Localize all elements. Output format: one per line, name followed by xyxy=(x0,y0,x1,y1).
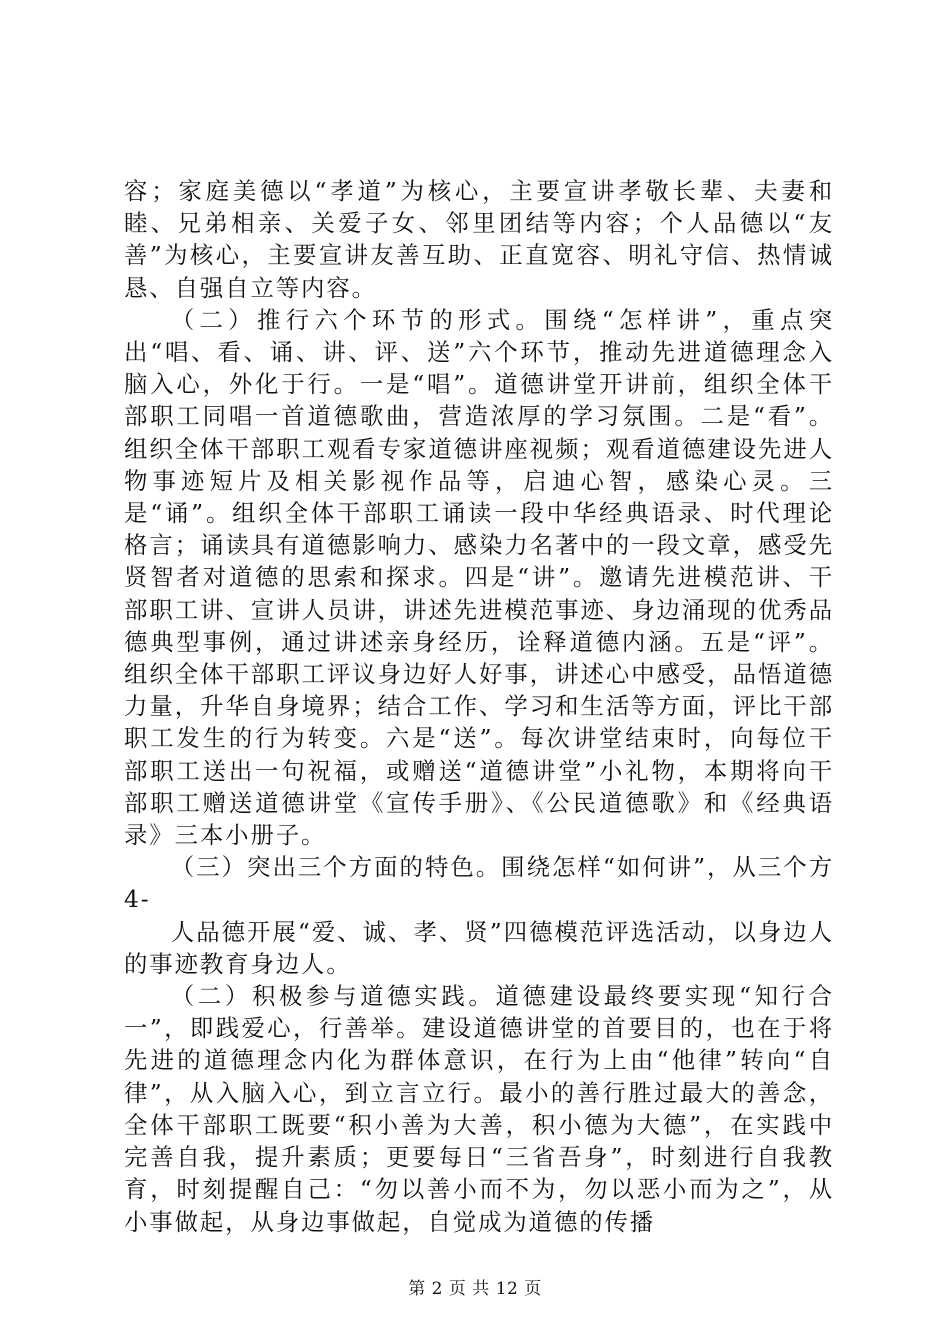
paragraph-three-features: （三）突出三个方面的特色。围绕怎样“如何讲”，从三个方 4- xyxy=(124,853,834,914)
page-number-footer: 第 2 页 共 12 页 xyxy=(408,1279,542,1299)
paragraph-four-virtues-selection: 人品德开展“爱、诚、孝、贤”四德模范评选活动，以身边人的事迹教育身边人。 xyxy=(124,917,834,978)
paragraph-family-personal-virtue: 容；家庭美德以“孝道”为核心，主要宣讲孝敬长辈、夫妻和睦、兄弟相亲、关爱子女、邻里团结等内容；个人品德以“友善”为核心，主要宣讲友善互助、正直宽容、明礼守信、热情诚恳、自强自立等内容。 xyxy=(124,177,834,302)
paragraph-six-steps: （二）推行六个环节的形式。围绕“怎样讲”，重点突出“唱、看、诵、讲、评、送”六个环节，推动先进道德理念入脑入心，外化于行。一是“唱”。道德讲堂开讲前，组织全体干部职工同唱一首道德歌曲，营造浓厚的学习氛围。二是“看”。组织全体干部职工观看专家道德讲座视频；观看道德建设先进人物事迹短片及相关影视作品等，启迪心智，感染心灵。三是“诵”。组织全体干部职工诵读一段中华经典语录、时代理论格言；诵读具有道德影响力、感染力名著中的一段文章，感受先贤智者对道德的思索和探求。四是“讲”。邀请先进模范讲、干部职工讲、宣讲人员讲，讲述先进模范事迹、身边涌现的优秀品德典型事例，通过讲述亲身经历，诠释道德内涵。五是“评”。组织全体干部职工评议身边好人好事，讲述心中感受，品悟道德力量，升华自身境界；结合工作、学习和生活等方面，评比干部职工发生的行为转变。六是“送”。每次讲堂结束时，向每位干部职工送出一句祝福，或赠送“道德讲堂”小礼物，本期将向干部职工赠送道德讲堂《宣传手册》、《公民道德歌》和《经典语录》三本小册子。 xyxy=(124,305,834,850)
document-body xyxy=(124,175,834,1238)
paragraph-moral-practice: （二）积极参与道德实践。道德建设最终要实现“知行合一”，即践爱心，行善举。建设道德讲堂的首要目的，也在于将先进的道德理念内化为群体意识，在行为上由“他律”转向“自律”，从入脑入心，到立言立行。最小的善行胜过最大的善念，全体干部职工既要“积小善为大善，积小德为大德”，在实践中完善自我，提升素质；更要每日“三省吾身”，时刻进行自我教育，时刻提醒自己：“勿以善小而不为，勿以恶小而为之”，从小事做起，从身边事做起，自觉成为道德的传播 xyxy=(124,982,834,1236)
